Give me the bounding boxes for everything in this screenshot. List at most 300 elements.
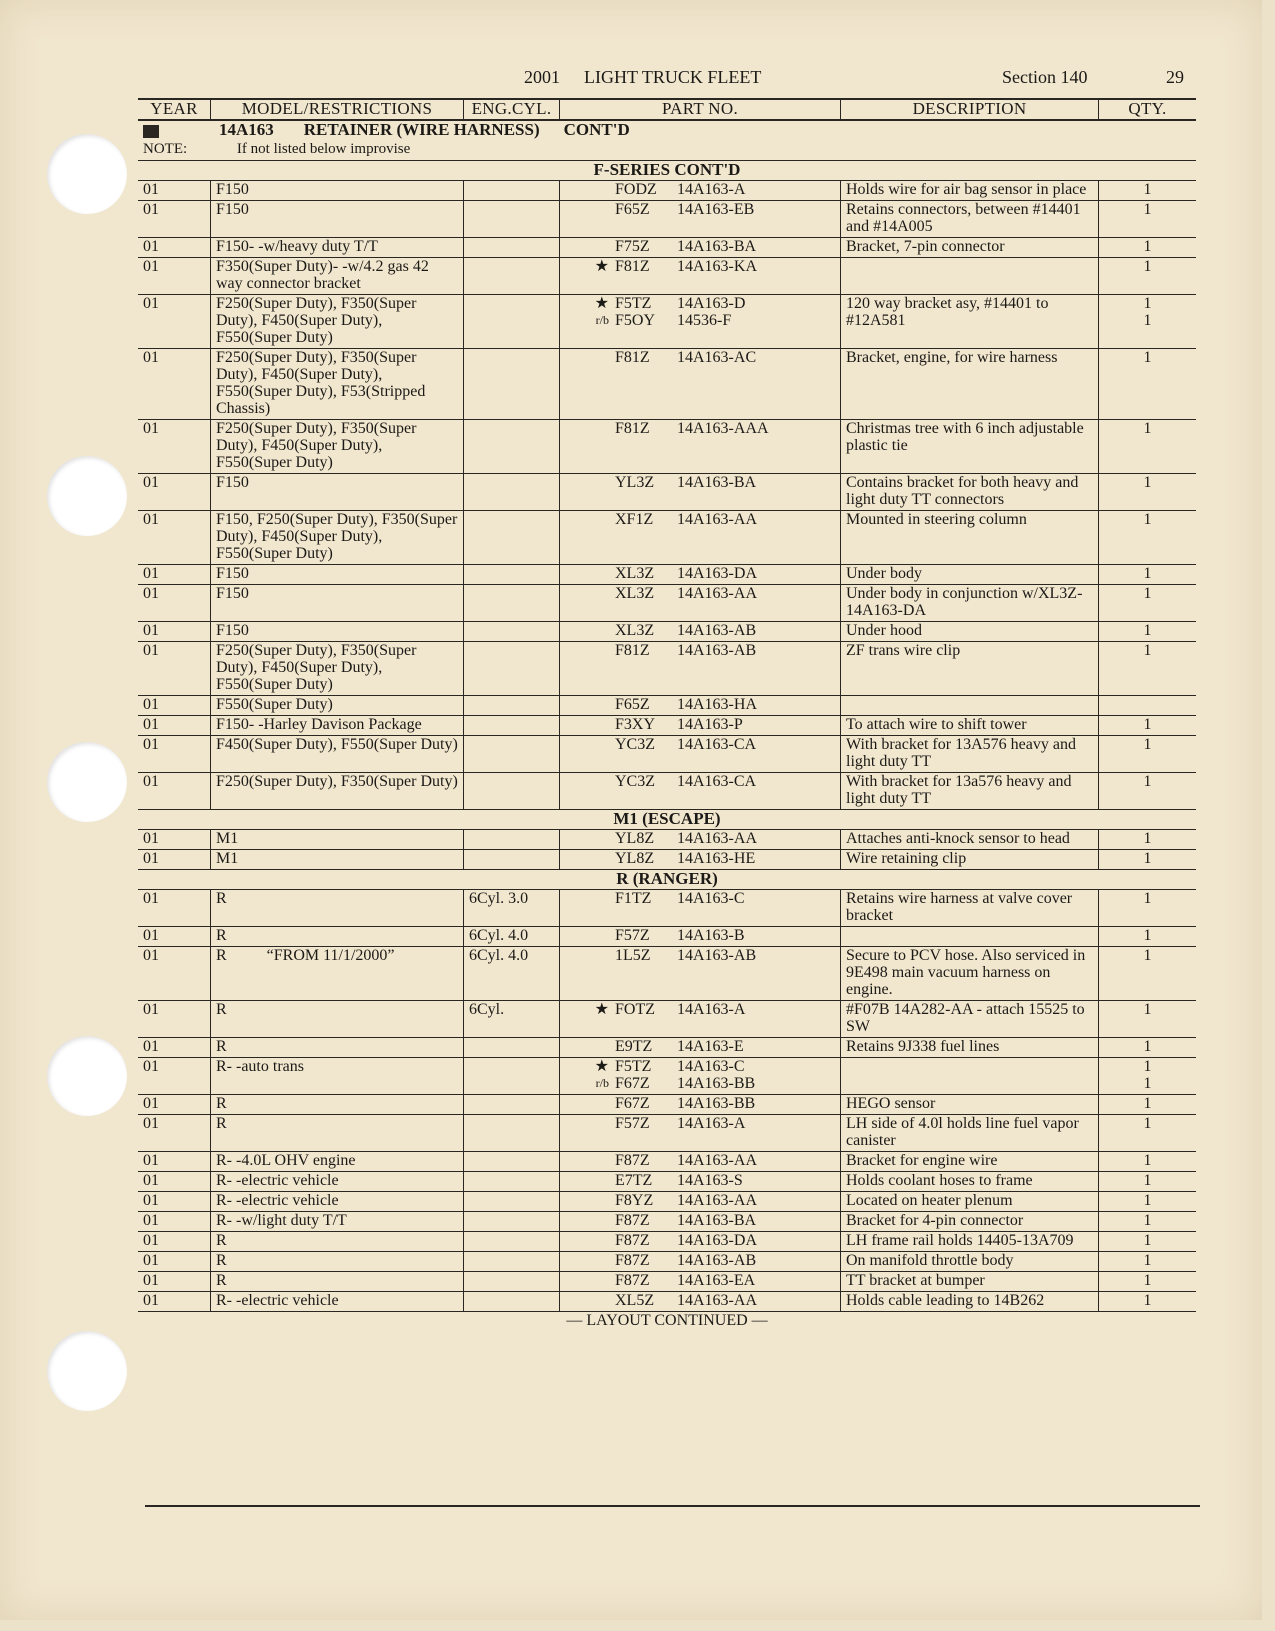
part-number-line: [565, 295, 835, 312]
engine-cell: [464, 295, 560, 349]
engine-cell: [464, 1095, 560, 1115]
qty-value: 1: [1143, 947, 1152, 964]
group-note: [138, 141, 1196, 161]
part-number-line: [565, 1232, 835, 1249]
part-marker: [565, 1172, 615, 1189]
model-cell: R- -electric vehicle: [211, 1292, 464, 1312]
engine-cell: 6Cyl. 3.0: [464, 890, 560, 927]
qty-cell: [1099, 830, 1197, 850]
engine-cell: [464, 622, 560, 642]
description-cell: LH side of 4.0l holds line fuel vapor canister: [841, 1115, 1099, 1152]
part-number-line: [565, 565, 835, 582]
model-cell: F150: [211, 181, 464, 201]
description-cell: With bracket for 13a576 heavy and light duty TT: [841, 773, 1099, 810]
engine-cell: [464, 1152, 560, 1172]
column-header-engine: ENG.CYL.: [464, 99, 560, 120]
qty-cell: [1099, 850, 1197, 870]
part-number-line: [565, 927, 835, 944]
part-number-line: [565, 420, 835, 437]
engine-cell: [464, 420, 560, 474]
table-row: [138, 850, 1196, 870]
table-row: [138, 258, 1196, 295]
year-cell: 01: [138, 642, 211, 696]
part-base-number: 14A163-BB: [677, 1095, 756, 1112]
qty-value: 1: [1143, 1038, 1152, 1055]
qty-cell: [1099, 1192, 1197, 1212]
part-marker: [565, 1095, 615, 1112]
engine-cell: [464, 1192, 560, 1212]
qty-value: 1: [1143, 773, 1152, 790]
description-cell: [841, 258, 1099, 295]
engine-cell: [464, 1172, 560, 1192]
qty-value: 1: [1143, 890, 1152, 907]
section-title: R (RANGER): [138, 870, 1196, 890]
qty-value: 1: [1143, 420, 1152, 437]
part-number-cell: [560, 420, 841, 474]
year-cell: 01: [138, 1292, 211, 1312]
part-number-cell: [560, 1252, 841, 1272]
qty-value: 1: [1143, 511, 1152, 528]
part-number-line: [565, 736, 835, 753]
qty-value: 1: [1143, 349, 1152, 366]
qty-cell: [1099, 511, 1197, 565]
qty-cell: [1099, 1058, 1197, 1095]
part-base-number: 14A163-DA: [677, 1232, 757, 1249]
section-heading: [138, 870, 1196, 890]
qty-value: 1: [1143, 1075, 1152, 1092]
engine-cell: [464, 585, 560, 622]
part-marker: [565, 585, 615, 602]
part-number-line: [565, 181, 835, 198]
table-row: [138, 349, 1196, 420]
column-header-part-no: PART NO.: [560, 99, 841, 120]
engine-cell: [464, 830, 560, 850]
year-cell: 01: [138, 1252, 211, 1272]
part-base-number: 14A163-AC: [677, 349, 757, 366]
part-number-cell: [560, 927, 841, 947]
part-marker: [565, 622, 615, 639]
part-number-cell: [560, 295, 841, 349]
part-number-cell: [560, 622, 841, 642]
model-cell: F550(Super Duty): [211, 696, 464, 716]
model-cell: R: [211, 890, 464, 927]
description-cell: Bracket, engine, for wire harness: [841, 349, 1099, 420]
model-cell: R- -auto trans: [211, 1058, 464, 1095]
part-marker: [565, 927, 615, 944]
qty-cell: [1099, 420, 1197, 474]
table-row: [138, 736, 1196, 773]
table-row: [138, 201, 1196, 238]
part-prefix: XL3Z: [615, 585, 655, 602]
part-number-cell: [560, 890, 841, 927]
model-cell: F250(Super Duty), F350(Super Duty), F450(Super Duty), F550(Super Duty), F53(Stripped Chassis): [211, 349, 464, 420]
qty-value: 1: [1143, 1212, 1152, 1229]
part-base-number: 14A163-BA: [677, 474, 757, 491]
model-cell: M1: [211, 830, 464, 850]
part-marker: [565, 1152, 615, 1169]
description-cell: Under hood: [841, 622, 1099, 642]
engine-cell: [464, 1038, 560, 1058]
description-cell: Holds cable leading to 14B262: [841, 1292, 1099, 1312]
qty-cell: [1099, 585, 1197, 622]
year-cell: 01: [138, 927, 211, 947]
qty-value: 1: [1143, 238, 1152, 255]
year-cell: 01: [138, 238, 211, 258]
part-number-cell: [560, 947, 841, 1001]
qty-value: 1: [1143, 1292, 1152, 1309]
engine-cell: [464, 1252, 560, 1272]
section-heading: [138, 810, 1196, 830]
part-base-number: 14A163-KA: [677, 258, 757, 275]
part-prefix: F1TZ: [615, 890, 652, 907]
qty-cell: [1099, 1001, 1197, 1038]
year-cell: 01: [138, 258, 211, 295]
part-marker: [565, 420, 615, 437]
table-row: [138, 1272, 1196, 1292]
part-number-cell: [560, 1058, 841, 1095]
table-row: [138, 585, 1196, 622]
qty-cell: [1099, 736, 1197, 773]
part-number-cell: [560, 349, 841, 420]
new-part-star-icon: ★: [594, 258, 609, 275]
year-cell: 01: [138, 1192, 211, 1212]
description-cell: To attach wire to shift tower: [841, 716, 1099, 736]
group-heading: [138, 120, 1196, 141]
qty-value: 1: [1143, 1192, 1152, 1209]
qty-cell: [1099, 474, 1197, 511]
part-number-line: [565, 258, 835, 275]
part-prefix: E9TZ: [615, 1038, 653, 1055]
table-row: [138, 1172, 1196, 1192]
qty-cell: [1099, 1115, 1197, 1152]
qty-cell: [1099, 927, 1197, 947]
model-cell: F150- -w/heavy duty T/T: [211, 238, 464, 258]
table-row: [138, 1095, 1196, 1115]
model-cell: R: [211, 1252, 464, 1272]
part-marker: [565, 830, 615, 847]
group-marker: [143, 125, 159, 138]
column-header-qty: QTY.: [1099, 99, 1197, 120]
part-prefix: F87Z: [615, 1252, 650, 1269]
part-number-cell: [560, 511, 841, 565]
part-base-number: 14A163-BA: [677, 1212, 757, 1229]
model-cell: R: [211, 1272, 464, 1292]
part-number-line: [565, 1115, 835, 1132]
description-cell: Bracket for 4-pin connector: [841, 1212, 1099, 1232]
qty-cell: [1099, 1095, 1197, 1115]
description-cell: [841, 696, 1099, 716]
part-base-number: 14A163-AB: [677, 622, 757, 639]
part-base-number: 14A163-BB: [677, 1075, 756, 1092]
part-number-cell: [560, 1292, 841, 1312]
description-cell: Holds coolant hoses to frame: [841, 1172, 1099, 1192]
part-base-number: 14A163-AA: [677, 511, 757, 528]
table-row: [138, 420, 1196, 474]
qty-value: 1: [1143, 1001, 1152, 1018]
part-base-number: 14A163-BA: [677, 238, 757, 255]
part-prefix: F67Z: [615, 1075, 650, 1092]
table-row: [138, 565, 1196, 585]
page-number: 29: [1166, 67, 1184, 87]
qty-value: 1: [1143, 181, 1152, 198]
model-cell: R: [211, 1001, 464, 1038]
description-cell: Holds wire for air bag sensor in place: [841, 181, 1099, 201]
part-marker: [565, 736, 615, 753]
qty-cell: [1099, 1272, 1197, 1292]
table-row: [138, 474, 1196, 511]
year-cell: 01: [138, 830, 211, 850]
year-cell: 01: [138, 1272, 211, 1292]
qty-value: 1: [1143, 716, 1152, 733]
part-base-number: 14A163-AAA: [677, 420, 769, 437]
part-number-line: [565, 1252, 835, 1269]
year-cell: 01: [138, 1058, 211, 1095]
part-prefix: F57Z: [615, 927, 650, 944]
engine-cell: [464, 736, 560, 773]
part-marker: [565, 565, 615, 582]
year-cell: 01: [138, 420, 211, 474]
binder-hole: [47, 134, 127, 214]
new-part-star-icon: ★: [594, 1058, 609, 1075]
note-label: NOTE:: [143, 141, 188, 157]
qty-cell: [1099, 295, 1197, 349]
qty-cell: [1099, 696, 1197, 716]
part-number-line: [565, 773, 835, 790]
part-prefix: XL3Z: [615, 565, 655, 582]
year-cell: 01: [138, 201, 211, 238]
part-prefix: F81Z: [615, 258, 650, 275]
year-cell: 01: [138, 1095, 211, 1115]
description-cell: Wire retaining clip: [841, 850, 1099, 870]
description-cell: Secure to PCV hose. Also serviced in 9E498 main vacuum harness on engine.: [841, 947, 1099, 1001]
binder-hole: [47, 742, 127, 822]
part-number-cell: [560, 1095, 841, 1115]
part-prefix: YL8Z: [615, 850, 655, 867]
part-prefix: F57Z: [615, 1115, 650, 1132]
part-number-cell: [560, 474, 841, 511]
table-row: [138, 1152, 1196, 1172]
qty-cell: [1099, 1232, 1197, 1252]
description-cell: 120 way bracket asy, #14401 to #12A581: [841, 295, 1099, 349]
part-prefix: F81Z: [615, 642, 650, 659]
part-marker: [565, 890, 615, 907]
part-marker: [565, 511, 615, 528]
qty-cell: [1099, 201, 1197, 238]
year-cell: 01: [138, 511, 211, 565]
model-cell: R- -electric vehicle: [211, 1172, 464, 1192]
qty-value: 1: [1143, 295, 1152, 312]
part-number-cell: [560, 1115, 841, 1152]
part-marker: [565, 238, 615, 255]
new-part-star-icon: ★: [594, 1001, 609, 1018]
engine-cell: [464, 716, 560, 736]
table-row: [138, 642, 1196, 696]
engine-cell: [464, 696, 560, 716]
part-number-cell: [560, 642, 841, 696]
part-number-line: [565, 1172, 835, 1189]
qty-value: 1: [1143, 830, 1152, 847]
part-prefix: F75Z: [615, 238, 650, 255]
year-cell: 01: [138, 716, 211, 736]
new-part-star-icon: ★: [594, 295, 609, 312]
part-prefix: F81Z: [615, 349, 650, 366]
part-number-cell: [560, 585, 841, 622]
part-number-line: [565, 622, 835, 639]
model-cell: R: [211, 1095, 464, 1115]
part-number-cell: [560, 201, 841, 238]
model-cell: F150: [211, 565, 464, 585]
description-cell: ZF trans wire clip: [841, 642, 1099, 696]
part-base-number: 14A163-C: [677, 1058, 745, 1075]
continued-footer-row: [138, 1312, 1196, 1332]
part-prefix: XL5Z: [615, 1292, 655, 1309]
engine-cell: [464, 773, 560, 810]
model-cell: F150: [211, 622, 464, 642]
part-number-line: [565, 585, 835, 602]
description-cell: Bracket, 7-pin connector: [841, 238, 1099, 258]
description-cell: Located on heater plenum: [841, 1192, 1099, 1212]
part-marker: r/b: [595, 313, 609, 327]
part-prefix: YC3Z: [615, 736, 655, 753]
model-cell: F150: [211, 474, 464, 511]
part-number-line: [565, 1058, 835, 1075]
part-prefix: F87Z: [615, 1272, 650, 1289]
year-cell: 01: [138, 890, 211, 927]
engine-cell: 6Cyl. 4.0: [464, 947, 560, 1001]
table-row: [138, 1058, 1196, 1095]
part-base-number: 14A163-A: [677, 1001, 746, 1018]
part-base-number: 14A163-C: [677, 890, 745, 907]
model-cell: R: [211, 927, 464, 947]
model-cell: F250(Super Duty), F350(Super Duty), F450(Super Duty), F550(Super Duty): [211, 642, 464, 696]
part-number-cell: [560, 830, 841, 850]
table-row: [138, 1292, 1196, 1312]
part-number-line: [565, 1001, 835, 1018]
qty-value: 1: [1143, 736, 1152, 753]
description-cell: Under body in conjunction w/XL3Z-14A163-DA: [841, 585, 1099, 622]
engine-cell: [464, 238, 560, 258]
engine-cell: [464, 1272, 560, 1292]
part-prefix: F67Z: [615, 1095, 650, 1112]
model-cell: R- -w/light duty T/T: [211, 1212, 464, 1232]
part-base-number: 14A163-S: [677, 1172, 743, 1189]
engine-cell: [464, 1232, 560, 1252]
column-header-description: DESCRIPTION: [841, 99, 1099, 120]
qty-value: 1: [1143, 1172, 1152, 1189]
year-cell: 01: [138, 1172, 211, 1192]
part-marker: [565, 1252, 615, 1269]
part-marker: [565, 201, 615, 218]
table-row: [138, 773, 1196, 810]
table-row: [138, 622, 1196, 642]
part-number-cell: [560, 565, 841, 585]
part-number-cell: [560, 1038, 841, 1058]
table-row: [138, 511, 1196, 565]
qty-cell: [1099, 716, 1197, 736]
engine-cell: [464, 511, 560, 565]
qty-value: 1: [1143, 258, 1152, 275]
part-number-cell: [560, 1212, 841, 1232]
engine-cell: [464, 1212, 560, 1232]
part-number-line: [565, 474, 835, 491]
part-marker: [565, 349, 615, 366]
part-prefix: F87Z: [615, 1212, 650, 1229]
model-cell: R: [211, 1038, 464, 1058]
model-cell: R: [211, 1115, 464, 1152]
group-title: RETAINER (WIRE HARNESS): [303, 120, 540, 139]
qty-value: 1: [1143, 474, 1152, 491]
description-cell: LH frame rail holds 14405-13A709: [841, 1232, 1099, 1252]
description-cell: Attaches anti-knock sensor to head: [841, 830, 1099, 850]
part-number-cell: [560, 773, 841, 810]
part-base-number: 14A163-AA: [677, 1192, 757, 1209]
model-cell: F150, F250(Super Duty), F350(Super Duty), F450(Super Duty), F550(Super Duty): [211, 511, 464, 565]
part-prefix: F5OY: [615, 312, 656, 329]
year-cell: 01: [138, 1232, 211, 1252]
description-cell: [841, 1058, 1099, 1095]
part-number-line: [565, 1272, 835, 1289]
qty-cell: [1099, 622, 1197, 642]
year-cell: 01: [138, 622, 211, 642]
qty-cell: [1099, 1252, 1197, 1272]
part-number-line: [565, 716, 835, 733]
year-cell: 01: [138, 349, 211, 420]
table-row: [138, 696, 1196, 716]
binder-hole: [47, 1036, 127, 1116]
table-row: [138, 1232, 1196, 1252]
model-cell: R- -electric vehicle: [211, 1192, 464, 1212]
part-number-line: [565, 312, 835, 329]
part-marker: [565, 850, 615, 867]
part-number-line: [565, 696, 835, 713]
qty-cell: [1099, 947, 1197, 1001]
qty-cell: [1099, 642, 1197, 696]
part-number-line: [565, 511, 835, 528]
qty-value: 1: [1143, 850, 1152, 867]
part-base-number: 14A163-E: [677, 1038, 744, 1055]
part-prefix: F8YZ: [615, 1192, 654, 1209]
qty-value: 1: [1143, 1115, 1152, 1132]
qty-value: 1: [1143, 1232, 1152, 1249]
part-prefix: F87Z: [615, 1152, 650, 1169]
engine-cell: [464, 1115, 560, 1152]
binder-hole: [47, 456, 127, 536]
description-cell: Contains bracket for both heavy and light duty TT connectors: [841, 474, 1099, 511]
part-number-line: [565, 1292, 835, 1309]
part-marker: [565, 181, 615, 198]
qty-value: 1: [1143, 622, 1152, 639]
part-number-line: [565, 890, 835, 907]
part-marker: [565, 642, 615, 659]
part-number-line: [565, 1152, 835, 1169]
part-prefix: YC3Z: [615, 773, 655, 790]
part-marker: [565, 1292, 615, 1309]
description-cell: TT bracket at bumper: [841, 1272, 1099, 1292]
model-cell: R- -4.0L OHV engine: [211, 1152, 464, 1172]
qty-cell: [1099, 1172, 1197, 1192]
model-cell: R “FROM 11/1/2000”: [211, 947, 464, 1001]
part-number-cell: [560, 1172, 841, 1192]
column-header-row: [138, 99, 1196, 120]
table-row: [138, 890, 1196, 927]
part-number-cell: [560, 1152, 841, 1172]
part-number-cell: [560, 850, 841, 870]
year-cell: 01: [138, 1038, 211, 1058]
qty-value: 1: [1143, 927, 1152, 944]
description-cell: HEGO sensor: [841, 1095, 1099, 1115]
part-prefix: XL3Z: [615, 622, 655, 639]
qty-cell: [1099, 1038, 1197, 1058]
